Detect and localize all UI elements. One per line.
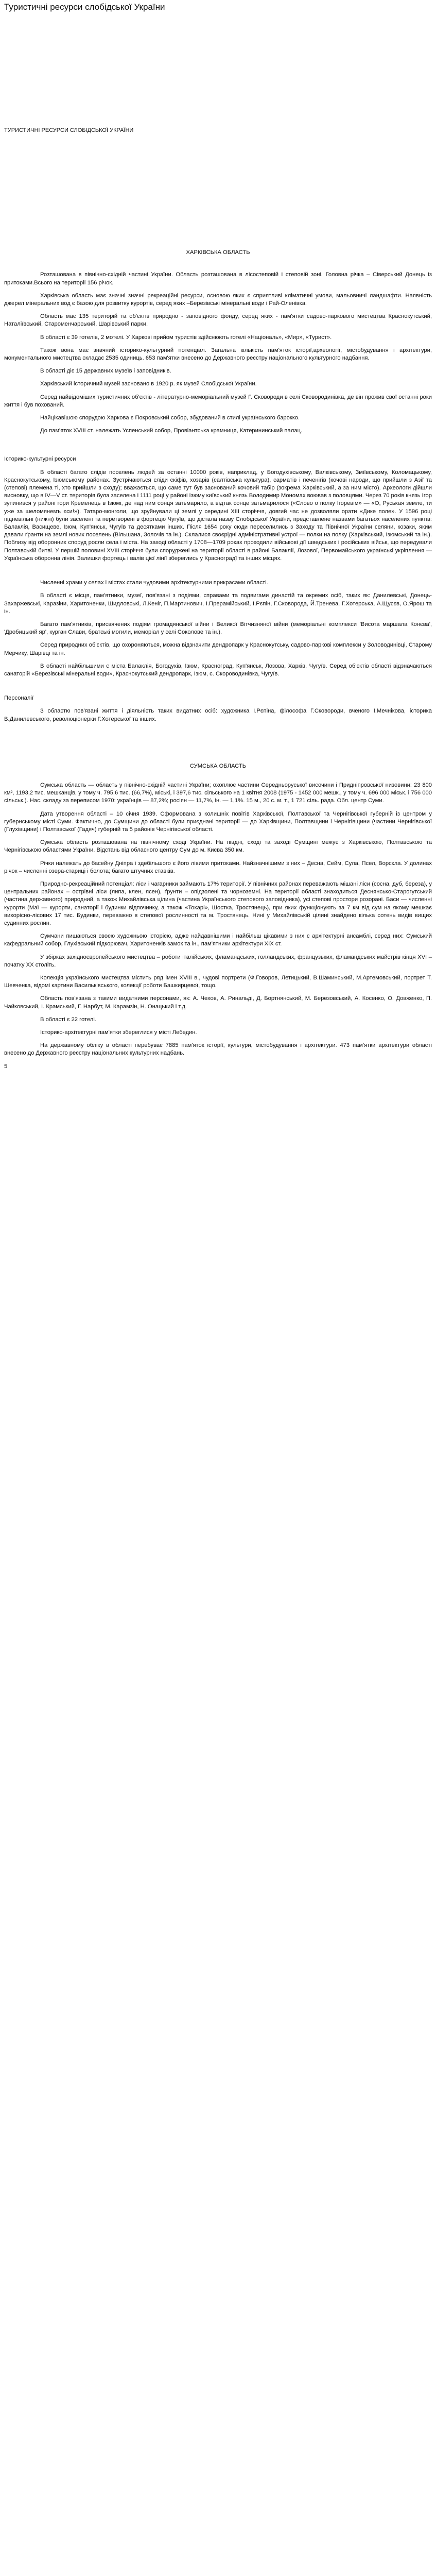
paragraph: В області найбільшими є міста Балаклія, Богодухів, Ізюм, Красноград, Куп'янськ, Лозова, Харків, Чугуїв. Серед об'єктів області відзначаються санаторій «Березівські мінеральні води», Краснокутський дендропарк, Ізюм, с. Скороводинівка, Чугуїв. [4,663,432,677]
paragraph: Сумська область — область у північно-східній частині України; охоплює частини Середньоруської височини і Придніпровської низовини: 23 800 км², 1193,2 тис. мешканців, у тому ч. 795,6 тис. (66,7%), міські, і 397,6 тис. сільського на 1 квітня 2008 (1975 - 1452 000 мешк., у тому ч. 696 000 міськ. і 756 000 сільськ.). Нас. складу за переписом 1970: українців — 87,2%; росіян — 11,7%, ін. — 1,1%. 15 м., 20 с. м. т., 1 721 сіль. рада. Обл. центр Суми. [4,782,432,804]
paragraph: Також вона має значний історико-культурний потенціал. Загальна кількість пам'яток історії,археології, містобудування і архітектури, монументального мистецтва складає 2535 одиниць. 653 пам'ятки внесено до Державного реєстру національного культурного надбання. [4,347,432,362]
paragraph: В області багато слідів поселень людей за останні 10000 років, наприклад, у Богодухівському, Валківському, Зміївському, Коломацькому, Краснокутському, Ізюмському районах. Зустрічаються сліди скіфів, хозарів (салтівська культура), сарматів і печенігів (кочові народи, що прийшли з Азії та (степові) племена ті, хто прийшли з сходу); вважається, що саме тут був заснований кочовий табір (зокрема Харківський, а за ним місто). Археологи дійшли висновку, що в IV—V ст. територія була заселена і 1111 році у районі Ізюму київський князь Володимир Мономах воював з половцями. Через 70 років князь Ігор зупинився у районі гори Кременець в Ізюмі, де над ним сонця затьмарило, а відтак сонце затьмарилося («Слово о полку Ігоревім» — «О, Руськая земле, ти уже за шеломянемъ єси!»). Татаро-монголи, що зруйнували ці землі у середині XIII сторіччя, довгий час не дозволяли орати «Дике поле». У 1596 році підневільні (нижні) були заселені та перетворені в фортецю Чугуїв, що дістала назву Слобідської України, представлене назвами багатьох населених пунктів: Балаклія, Васищеве, Ізюм, Куп'янськ, Чугуїв та десятками інших. Після 1654 року сюди переселились з Заходу та Північної України селяни, козаки, яким давали ґранти на землі нових поселень (Вільшана, Золочів та ін.). Склалися своєрідні адміністративні устрої — полки на полку (Харківський, Ізюмський та ін.). Поблизу від оборонних споруд росли села і міста. На заході області у 1708—1709 роках проходили військові дії шведських і російських військ, що передували Полтавській битві. У першій половині XVIII сторіччя були споруджені на території області в районі Балаклії, Лозової, Первомайського українські укріплення — Українська оборонна лінія. Залишки фортець і валів цієї лінії збереглись у Красноградї та інших місцях. [4,469,432,562]
section-persons [4,707,432,723]
paragraph: Сумська область розташована на північному сході України. На півдні, сході та заході Сумщині межує з Харківською, Полтавською та Чернігівською областями України. Відстань від обласного центру Сум до м. Києва 350 км. [4,839,432,854]
paragraph: Багато пам'ятників, присвячених подіям громадянської війни і Великої Вітчизняної війни (меморіальні комплекси 'Висота маршала Конєва', 'Дробицький яр', курган Слави, братські могили, меморіал у селі Соколове та ін.). [4,621,432,636]
paragraph: Харківський історичний музей засновано в 1920 р. як музей Слобідської України. [40,381,257,387]
page-title: Туристичні ресурси слобідської України [4,2,165,12]
paragraph: Колекція українського мистецтва містить ряд імен XVIII в., чудові портрети (Ф.Говоров, Летицький, В.Шаминський, М.Артемовський, портрет Т. Шевченка, відомі картини Васильківського, колекції роботи Башкирцевої, тощо. [4,975,432,989]
paragraph: Природно-рекреаційний потенціал: ліси і чагарники займають 17% території. У північних районах переважають мішані ліси (сосна, дуб, береза), у центральних районах – острівні ліси (липа, клен, ясен), ґрунти – опідзолені та чорноземні. На території області знаходиться Деснянсько-Старогутський (частина державного) природний, а також Михайлівська цілина (частина Українського степового заповідника), усі степові простори розорані. Баси — численні курорти (Маї — курорти, санаторії і будинки відпочинку, а також «Токарі», Шостка, Тростянець), при яких функціонують за 7 км від сум на якому мешкає вихорісно-лісових 17 тис. Будинки, переважно в степової рослинності та м. Тростянець. Нині у Михайлівській цілині знайдено кілька сотень видів вищих судинних рослин. [4,880,432,926]
paragraph: В області є місця, пам'ятники, музеї, пов'язані з подіями, справами та подвигами династій та окремих осіб, таких як: Данилевські, Донець-Захаржевські, Каразіни, Харитоненки, Шидловські, Л.Кеніг, П.Мартинович, І.Прерамійський, І.Рєпін, Г.Сковорода, Й.Тренева, Г.Хотерська, А.Щусєв, О.Ярош та ін. [4,592,432,615]
spacer [4,440,432,455]
document-page [0,0,436,1083]
section-sumy-architecture [4,1029,432,1058]
section-heading-history: Історико-культурні ресурси [4,456,76,463]
section-kharkiv [4,271,432,435]
paragraph: Харківська область має значні значні рекреаційні ресурси, основою яких є сприятливі кліматичні умови, мальовничі ландшафти. Наявність джерел мінеральних вод є базою для розвитку курортів, серед яких –Березівські мінеральні води і Рай-Оленівка. [4,292,432,307]
spacer [4,728,432,762]
paragraph: В області є 39 готелів, 2 мотелі. У Харкові прийом туристів здійснюють готелі «Національ», «Мир», «Турист». [40,334,332,341]
spacer [4,683,432,694]
paragraph: Область пов'язана з такими видатними персонами, як: А. Чехов, А. Ринальді, Д. Бортнянський, М. Березовський, А. Косенко, О. Довженко, П. Чайковський, І. Крамський, Г. Нарбут, М. Карамзін, Н. Онацький і т.д. [4,995,432,1010]
paragraph: Найцікавішою спорудою Харкова є Покровський собор, збудований в стилі українського барокко. [40,415,300,421]
paragraph: З областю пов'язані життя і діяльність таких видатних осіб: художника І.Рєпіна, філософа Г.Сковороди, вченого І.Мечнікова, історика В.Данилевського, революціонерки Г.Хотерської та інших. [4,708,432,722]
section-sumy [4,782,432,1024]
section-heading-kharkiv: ХАРКІВСЬКА ОБЛАСТЬ [186,249,250,256]
paragraph: У збірках західноєвропейського мистецтва – роботи італійських, фламандських, голландських, французьких, фламандських майстрів кінця XVI – початку XX століть. [4,954,432,968]
paragraph: До пам'яток XVIII ст. належать Успенський собор, Провіантська крамниця, Катерининський палац. [40,428,302,434]
paragraph: Серед природних об'єктів, що охороняються, можна відзначити дендропарк у Краснокутську, садово-паркові комплекси у Золоводинівці, Старому Мерчику, Шарівці та ін. [4,642,432,656]
section-heading-sumy: СУМСЬКА ОБЛАСТЬ [189,762,247,769]
section-heading-persons: Персоналії [4,695,33,702]
paragraph: Розташована в північно-східній частині України. Область розташована в лісостеповій і степовій зоні. Головна річка – Сіверський Донець із притоками.Всього на території 156 річок. [4,272,432,286]
paragraph: Річки належать до басейну Дніпра і здебільшого є його лівими притоками. Найзначнішими з них – Десна, Сейм, Сула, Псел, Ворскла. У долинах річок – численні озера-стариці і болота; багато штучних ставків. [4,860,432,874]
page-number: 5 [4,1063,8,1070]
paragraph: На державному обліку в області перебуває 7885 пам'яток історії, культури, містобудування і архітектури. 473 пам'ятки архітектури області внесено до Державного реєстру національних культурних надбань. [4,1042,432,1057]
paragraph: Історико-архітектурні пам'ятки збереглися у місті Лебедин. [40,1029,197,1036]
paragraph: Численні храми у селах і містах стали чудовими архітектурними прикрасами області. [40,580,268,586]
spacer [4,568,432,579]
section-history [4,469,432,563]
paragraph: Серед найвідоміших туристичних об'єктів - літературно-меморіальний музей Г. Сковороди в селі Сковородинівка, де він прожив свої останні роки життя і був похований. [4,394,432,408]
paragraph: В області є 22 готелі. [40,1016,96,1023]
section-monuments [4,579,432,678]
paragraph: Область має 135 територій та об'єктів природно - заповідного фонду, серед яких - пам'ятки садово-паркового мистецтва Краснокутський, Наталіївський, Староменчарський, Шарівський парки. [4,313,432,328]
document-title: ТУРИСТИЧНІ РЕСУРСИ СЛОБІДСЬКОЇ УКРАЇНИ [4,127,134,133]
paragraph: Дата утворення області – 10 січня 1939. Сформована з колишніх повітів Харківської, Полтавської та Чернігівської губерній із центром у губернському місті Суми. Фактично, до Сумщини до області були приєднані території — до Харківщини, Полтавщини і Чернігівщини (частини Чернігівської (Глухівщини) і Полтавської (Гадяч) губерній та 5 районів Чернігівської області. [4,810,432,833]
paragraph: В області діє 15 державних музеїв і заповідників. [40,368,171,375]
spacer [4,134,432,249]
paragraph: Сумчани пишаються своєю художньою історією, адже найдавнішими і найбільш цікавими з них є архітектурні ансамблі, серед них: Сумський кафедральний собор, Глухівський підкорювач, Харитоненків замок та ін., пам'ятники архітектури XIX ст. [4,933,432,947]
